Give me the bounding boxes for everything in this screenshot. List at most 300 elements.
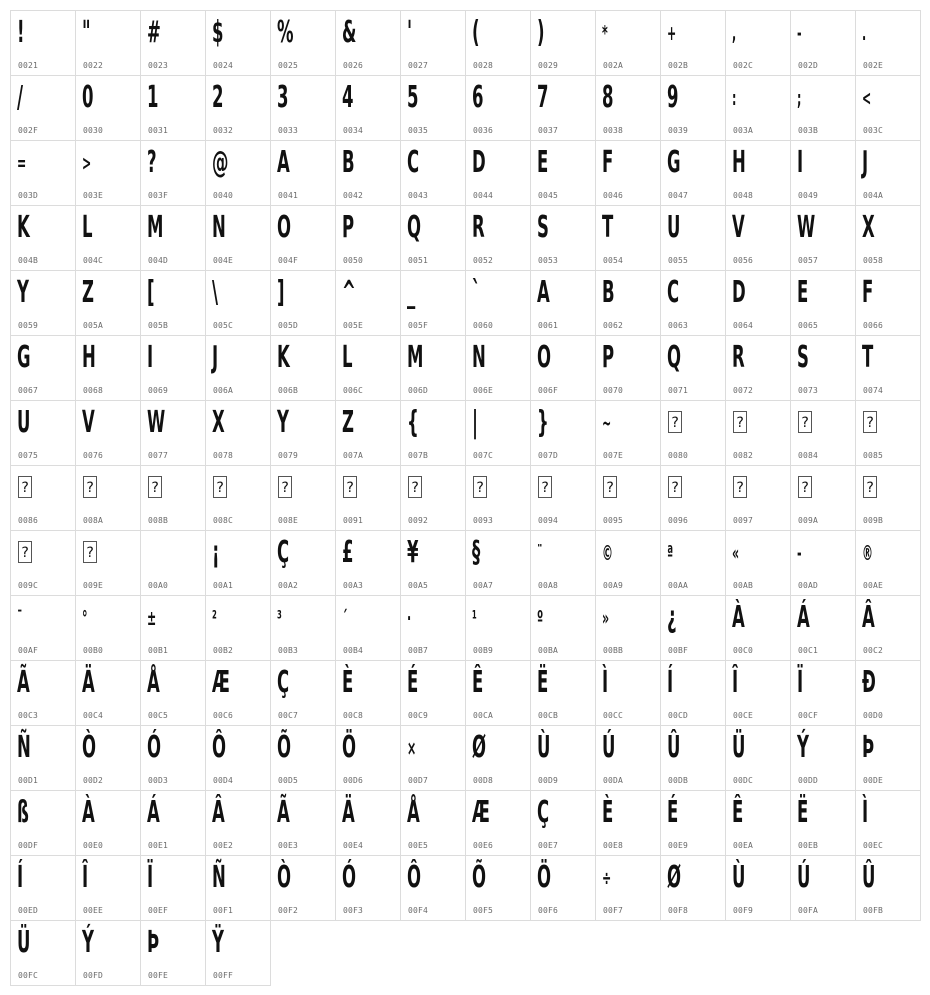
glyph-cell (271, 856, 336, 921)
missing-glyph-box: ? (798, 411, 812, 433)
glyph-char: * (602, 21, 608, 45)
glyph-cell (76, 11, 141, 76)
glyph-codepoint: 00C3 (18, 711, 39, 720)
glyph-codepoint: 0026 (343, 61, 364, 70)
glyph-codepoint: 0044 (473, 191, 494, 200)
glyph-codepoint: 0038 (603, 126, 624, 135)
glyph-codepoint: 002C (733, 61, 754, 70)
glyph-char: ÷ (602, 866, 612, 890)
glyph-cell (11, 11, 76, 76)
glyph-codepoint: 007B (408, 451, 429, 460)
glyph-cell (271, 726, 336, 791)
glyph-char: $ (212, 15, 224, 50)
glyph-char: Z (342, 405, 354, 440)
glyph-codepoint: 00F7 (603, 906, 624, 915)
glyph-cell (791, 661, 856, 726)
glyph-codepoint: 0025 (278, 61, 299, 70)
glyph-codepoint: 006E (473, 386, 494, 395)
glyph-codepoint: 003D (18, 191, 39, 200)
glyph-codepoint: 00B2 (213, 646, 234, 655)
glyph-char: Q (667, 340, 682, 375)
glyph-cell (466, 336, 531, 401)
glyph-cell (401, 401, 466, 466)
glyph-codepoint: 003B (798, 126, 819, 135)
glyph-cell (271, 466, 336, 531)
glyph-cell (856, 11, 921, 76)
glyph-char: 6 (472, 80, 484, 115)
glyph-char: [ (147, 275, 155, 310)
glyph-char: P (602, 340, 615, 375)
glyph-char: Ð (862, 665, 876, 700)
glyph-codepoint: 0068 (83, 386, 104, 395)
glyph-codepoint: 00E7 (538, 841, 559, 850)
glyph-codepoint: 00BF (668, 646, 689, 655)
glyph-char: Ý (82, 925, 94, 960)
glyph-char: Í (667, 665, 674, 700)
glyph-codepoint: 0061 (538, 321, 559, 330)
glyph-char: ' (407, 15, 413, 50)
glyph-cell (271, 11, 336, 76)
glyph-char: % (277, 15, 294, 50)
glyph-char: Z (82, 275, 94, 310)
glyph-cell (531, 596, 596, 661)
glyph-char: I (797, 145, 804, 180)
glyph-codepoint: 0057 (798, 256, 819, 265)
glyph-codepoint: 00E1 (148, 841, 169, 850)
glyph-cell (11, 336, 76, 401)
glyph-char: + (667, 21, 677, 45)
glyph-codepoint: 00A3 (343, 581, 364, 590)
glyph-cell (726, 856, 791, 921)
glyph-cell (141, 466, 206, 531)
glyph-cell (141, 336, 206, 401)
glyph-char: 8 (602, 80, 614, 115)
glyph-codepoint: 00B4 (343, 646, 364, 655)
glyph-char: G (667, 145, 681, 180)
glyph-char: Ø (472, 730, 487, 765)
glyph-char: ( (472, 15, 480, 50)
glyph-cell (401, 271, 466, 336)
glyph-cell (401, 531, 466, 596)
glyph-cell (856, 791, 921, 856)
glyph-codepoint: 003A (733, 126, 754, 135)
glyph-char: U (667, 210, 681, 245)
glyph-cell (206, 531, 271, 596)
glyph-cell (401, 206, 466, 271)
glyph-cell (336, 726, 401, 791)
glyph-codepoint: 0051 (408, 256, 429, 265)
glyph-char: Ê (732, 795, 744, 830)
glyph-cell (791, 141, 856, 206)
missing-glyph-box: ? (83, 476, 97, 498)
glyph-codepoint: 002D (798, 61, 819, 70)
glyph-codepoint: 0082 (733, 451, 754, 460)
glyph-cell (531, 11, 596, 76)
glyph-cell (76, 466, 141, 531)
glyph-char: R (732, 340, 745, 375)
glyph-codepoint: 00ED (18, 906, 39, 915)
glyph-char: ) (537, 15, 545, 50)
glyph-char: Ó (342, 860, 357, 895)
glyph-codepoint: 0094 (538, 516, 559, 525)
glyph-char: . (862, 21, 867, 45)
glyph-cell (791, 466, 856, 531)
glyph-cell (206, 921, 271, 986)
glyph-char: , (732, 21, 737, 45)
glyph-char: W (797, 210, 816, 245)
glyph-cell (271, 271, 336, 336)
glyph-codepoint: 0030 (83, 126, 104, 135)
glyph-codepoint: 00D9 (538, 776, 559, 785)
glyph-codepoint: 00F3 (343, 906, 364, 915)
glyph-codepoint: 00DB (668, 776, 689, 785)
glyph-cell (661, 596, 726, 661)
missing-glyph-box: ? (863, 476, 877, 498)
glyph-char: O (277, 210, 292, 245)
glyph-char: K (277, 340, 290, 375)
glyph-char: Ñ (212, 860, 226, 895)
glyph-codepoint: 00F1 (213, 906, 234, 915)
glyph-codepoint: 00A1 (213, 581, 234, 590)
glyph-codepoint: 007D (538, 451, 559, 460)
glyph-cell (401, 76, 466, 141)
glyph-codepoint: 0043 (408, 191, 429, 200)
glyph-cell (596, 466, 661, 531)
missing-glyph-box: ? (473, 476, 487, 498)
missing-glyph-box: ? (213, 476, 227, 498)
glyph-char: 3 (277, 80, 289, 115)
glyph-cell (11, 921, 76, 986)
glyph-cell (726, 336, 791, 401)
glyph-codepoint: 0097 (733, 516, 754, 525)
glyph-cell (206, 336, 271, 401)
glyph-cell (76, 921, 141, 986)
glyph-cell (76, 76, 141, 141)
glyph-cell (726, 791, 791, 856)
glyph-char: » (602, 606, 610, 630)
glyph-char: © (602, 541, 613, 565)
glyph-codepoint: 0062 (603, 321, 624, 330)
glyph-char: J (212, 340, 219, 375)
glyph-char: Y (277, 405, 289, 440)
glyph-cell (11, 596, 76, 661)
glyph-cell (206, 206, 271, 271)
missing-glyph-box: ? (18, 476, 32, 498)
glyph-cell (206, 661, 271, 726)
glyph-grid (10, 10, 921, 986)
glyph-cell (141, 401, 206, 466)
glyph-cell (206, 596, 271, 661)
glyph-char: D (732, 275, 746, 310)
glyph-cell (206, 401, 271, 466)
glyph-codepoint: 005D (278, 321, 299, 330)
glyph-char: ^ (342, 275, 356, 310)
missing-glyph-box: ? (83, 541, 97, 563)
glyph-codepoint: 00B7 (408, 646, 429, 655)
glyph-codepoint: 002A (603, 61, 624, 70)
glyph-cell (791, 206, 856, 271)
glyph-char: È (602, 795, 614, 830)
glyph-codepoint: 005C (213, 321, 234, 330)
glyph-cell (466, 76, 531, 141)
glyph-cell (596, 596, 661, 661)
glyph-char: T (602, 210, 614, 245)
glyph-char: S (797, 340, 809, 375)
glyph-codepoint: 00AB (733, 581, 754, 590)
missing-glyph-box: ? (668, 476, 682, 498)
glyph-char: Ü (17, 925, 31, 960)
glyph-char: B (602, 275, 615, 310)
glyph-codepoint: 00AF (18, 646, 39, 655)
glyph-char: 2 (212, 80, 224, 115)
glyph-codepoint: 0060 (473, 321, 494, 330)
glyph-codepoint: 00E5 (408, 841, 429, 850)
glyph-char: ! (17, 15, 25, 50)
glyph-codepoint: 00A8 (538, 581, 559, 590)
glyph-char: O (537, 340, 552, 375)
glyph-cell (11, 661, 76, 726)
glyph-cell (336, 401, 401, 466)
glyph-char: D (472, 145, 486, 180)
glyph-cell (726, 206, 791, 271)
glyph-codepoint: 00C9 (408, 711, 429, 720)
glyph-char: Ì (862, 795, 869, 830)
glyph-cell (141, 921, 206, 986)
glyph-codepoint: 002B (668, 61, 689, 70)
glyph-cell (11, 141, 76, 206)
glyph-char: Ú (602, 730, 616, 765)
glyph-codepoint: 0078 (213, 451, 234, 460)
glyph-codepoint: 00CB (538, 711, 559, 720)
glyph-char: Ç (277, 665, 290, 700)
glyph-char: Î (82, 860, 89, 895)
glyph-codepoint: 0096 (668, 516, 689, 525)
glyph-cell (856, 271, 921, 336)
glyph-char: À (732, 600, 745, 635)
glyph-codepoint: 004F (278, 256, 299, 265)
glyph-char: 5 (407, 80, 419, 115)
glyph-codepoint: 006D (408, 386, 429, 395)
glyph-char: Ù (732, 860, 746, 895)
glyph-cell (596, 206, 661, 271)
glyph-codepoint: 005A (83, 321, 104, 330)
glyph-cell (661, 206, 726, 271)
glyph-cell (336, 531, 401, 596)
glyph-cell (271, 596, 336, 661)
glyph-char: # (147, 15, 161, 50)
glyph-char: Å (147, 665, 160, 700)
glyph-cell (791, 596, 856, 661)
glyph-cell (206, 466, 271, 531)
glyph-char: F (602, 145, 614, 180)
glyph-cell (661, 141, 726, 206)
glyph-cell (401, 596, 466, 661)
glyph-codepoint: 0033 (278, 126, 299, 135)
glyph-codepoint: 00A2 (278, 581, 299, 590)
glyph-cell (726, 141, 791, 206)
glyph-char: Ö (342, 730, 357, 765)
glyph-char: - (797, 21, 802, 45)
glyph-char: N (212, 210, 226, 245)
glyph-char: Õ (277, 730, 292, 765)
glyph-char: Ø (667, 860, 682, 895)
glyph-codepoint: 00F9 (733, 906, 754, 915)
glyph-codepoint: 00C6 (213, 711, 234, 720)
glyph-char: \ (212, 275, 219, 310)
glyph-codepoint: 003E (83, 191, 104, 200)
glyph-char: ; (797, 86, 802, 110)
glyph-codepoint: 0056 (733, 256, 754, 265)
glyph-codepoint: 0072 (733, 386, 754, 395)
glyph-cell (466, 856, 531, 921)
glyph-codepoint: 0023 (148, 61, 169, 70)
glyph-codepoint: 00CD (668, 711, 689, 720)
glyph-codepoint: 0021 (18, 61, 39, 70)
glyph-cell (856, 466, 921, 531)
glyph-cell (596, 11, 661, 76)
glyph-codepoint: 0028 (473, 61, 494, 70)
glyph-cell (661, 271, 726, 336)
glyph-codepoint: 0045 (538, 191, 559, 200)
glyph-char: | (472, 405, 479, 440)
glyph-codepoint: 0079 (278, 451, 299, 460)
glyph-cell (11, 856, 76, 921)
glyph-codepoint: 0076 (83, 451, 104, 460)
glyph-char: E (797, 275, 809, 310)
glyph-cell (271, 141, 336, 206)
glyph-codepoint: 00EC (863, 841, 884, 850)
glyph-char: Ï (147, 860, 154, 895)
glyph-cell (531, 531, 596, 596)
glyph-cell (76, 206, 141, 271)
glyph-cell (401, 466, 466, 531)
glyph-char: Á (147, 795, 160, 830)
glyph-char: × (407, 736, 417, 760)
glyph-codepoint: 006C (343, 386, 364, 395)
glyph-char: £ (342, 535, 354, 570)
glyph-codepoint: 0070 (603, 386, 624, 395)
glyph-codepoint: 0058 (863, 256, 884, 265)
glyph-char: : (732, 86, 737, 110)
glyph-cell (596, 856, 661, 921)
glyph-codepoint: 0095 (603, 516, 624, 525)
glyph-char: À (82, 795, 95, 830)
glyph-char: Ó (147, 730, 162, 765)
glyph-codepoint: 0059 (18, 321, 39, 330)
glyph-cell (336, 141, 401, 206)
glyph-cell (11, 271, 76, 336)
glyph-cell (466, 11, 531, 76)
glyph-char: ? (147, 145, 157, 180)
glyph-cell (466, 271, 531, 336)
glyph-cell (11, 206, 76, 271)
glyph-char: P (342, 210, 355, 245)
glyph-codepoint: 00EE (83, 906, 104, 915)
glyph-char: Þ (147, 925, 160, 960)
missing-glyph-box: ? (733, 476, 747, 498)
glyph-char: Ô (212, 730, 227, 765)
glyph-cell (466, 401, 531, 466)
glyph-cell (141, 206, 206, 271)
missing-glyph-box: ? (603, 476, 617, 498)
glyph-cell (726, 76, 791, 141)
glyph-codepoint: 009B (863, 516, 884, 525)
glyph-cell (336, 76, 401, 141)
glyph-char: Ç (277, 535, 290, 570)
glyph-char: / (17, 80, 24, 115)
glyph-char: Ý (797, 730, 809, 765)
glyph-char: ~ (602, 411, 612, 435)
glyph-codepoint: 00CC (603, 711, 624, 720)
glyph-cell (206, 856, 271, 921)
glyph-cell (206, 141, 271, 206)
glyph-cell (661, 401, 726, 466)
glyph-codepoint: 0093 (473, 516, 494, 525)
glyph-char: @ (212, 145, 229, 180)
glyph-codepoint: 0042 (343, 191, 364, 200)
glyph-cell (856, 661, 921, 726)
glyph-codepoint: 00D7 (408, 776, 429, 785)
glyph-codepoint: 0064 (733, 321, 754, 330)
glyph-cell (726, 661, 791, 726)
glyph-codepoint: 005B (148, 321, 169, 330)
glyph-codepoint: 00FA (798, 906, 819, 915)
glyph-codepoint: 00FE (148, 971, 169, 980)
glyph-codepoint: 0069 (148, 386, 169, 395)
glyph-codepoint: 00E2 (213, 841, 234, 850)
glyph-char: ¿ (667, 600, 677, 635)
glyph-codepoint: 0040 (213, 191, 234, 200)
glyph-codepoint: 00A5 (408, 581, 429, 590)
glyph-codepoint: 00DE (863, 776, 884, 785)
glyph-cell (596, 791, 661, 856)
glyph-codepoint: 00DD (798, 776, 819, 785)
glyph-char: M (407, 340, 424, 375)
glyph-codepoint: 007A (343, 451, 364, 460)
missing-glyph-box: ? (343, 476, 357, 498)
glyph-cell (856, 141, 921, 206)
glyph-cell (726, 596, 791, 661)
glyph-char: ß (17, 795, 29, 830)
glyph-codepoint: 00E8 (603, 841, 624, 850)
missing-glyph-box: ? (408, 476, 422, 498)
glyph-codepoint: 00E4 (343, 841, 364, 850)
glyph-char: Á (797, 600, 810, 635)
glyph-cell (141, 271, 206, 336)
glyph-char: Ï (797, 665, 804, 700)
glyph-char: { (407, 405, 419, 440)
glyph-codepoint: 00B0 (83, 646, 104, 655)
glyph-cell (466, 661, 531, 726)
glyph-codepoint: 006A (213, 386, 234, 395)
glyph-char: · (407, 606, 412, 630)
glyph-codepoint: 00CE (733, 711, 754, 720)
glyph-cell (466, 726, 531, 791)
glyph-char: § (472, 535, 481, 570)
glyph-cell (271, 661, 336, 726)
glyph-codepoint: 002E (863, 61, 884, 70)
glyph-codepoint: 0047 (668, 191, 689, 200)
glyph-cell (726, 401, 791, 466)
glyph-cell (596, 271, 661, 336)
glyph-cell (531, 336, 596, 401)
missing-glyph-box: ? (733, 411, 747, 433)
glyph-char: Ã (17, 665, 30, 700)
glyph-char: V (82, 405, 95, 440)
glyph-char: Û (667, 730, 681, 765)
glyph-char: K (17, 210, 30, 245)
glyph-cell (141, 791, 206, 856)
